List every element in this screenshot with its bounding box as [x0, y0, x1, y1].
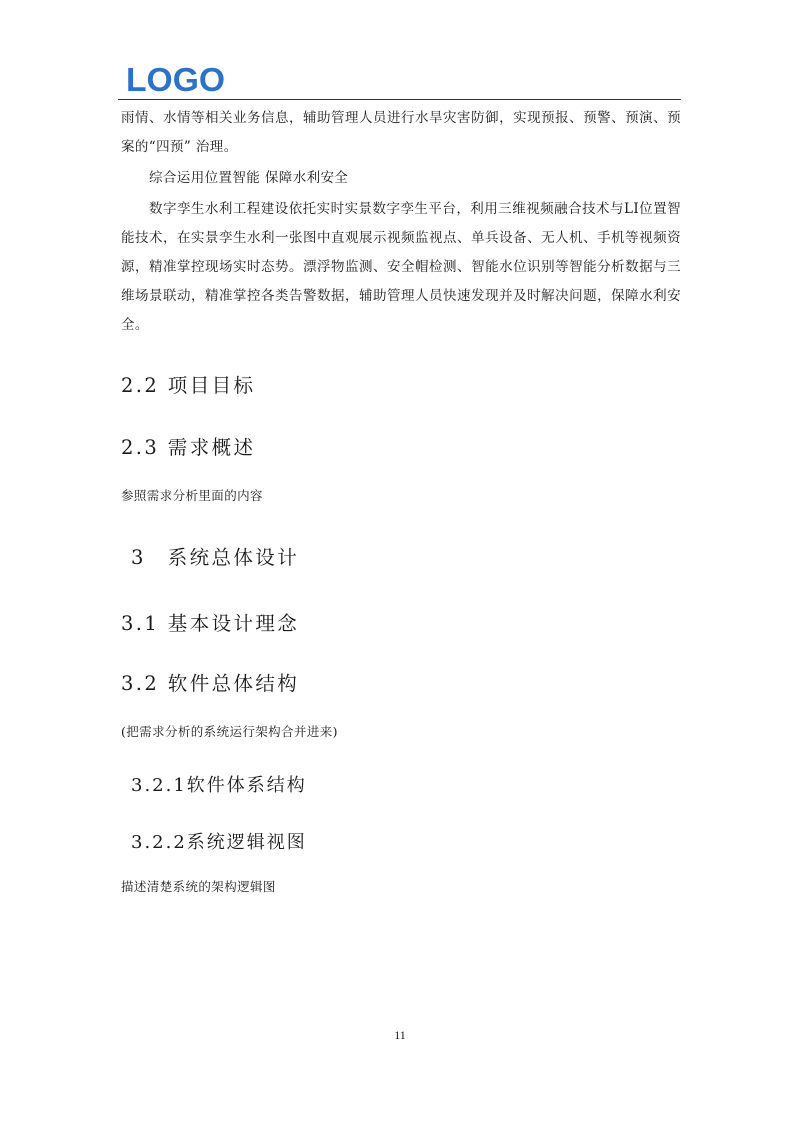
paragraph-subheading: 综合运用位置智能 保障水利安全	[149, 170, 349, 186]
note-2-3: 参照需求分析里面的内容	[121, 488, 263, 503]
logo-text: LOGO	[126, 62, 225, 94]
heading-3-2: 3.2 软件总体结构	[121, 672, 300, 695]
page-number: 11	[394, 1028, 406, 1042]
heading-2-3: 2.3 需求概述	[121, 436, 256, 459]
heading-2-2: 2.2 项目目标	[121, 374, 256, 397]
header-rule	[118, 99, 681, 100]
note-3-2-2: 描述清楚系统的架构逻辑图	[121, 879, 276, 894]
note-3-2: (把需求分析的系统运行架构合并进来)	[121, 724, 338, 739]
heading-3-2-2: 3.2.2系统逻辑视图	[131, 832, 307, 853]
logo	[126, 62, 226, 94]
paragraph-continued: 雨情、水情等相关业务信息，辅助管理人员进行水旱灾害防御，实现预报、预警、预演、预案的“四预” 治理。	[121, 110, 681, 155]
heading-3-2-1: 3.2.1软件体系结构	[131, 775, 307, 796]
heading-3: 3 系统总体设计	[131, 546, 300, 569]
heading-3-1: 3.1 基本设计理念	[121, 612, 300, 635]
document-body	[121, 104, 681, 898]
paragraph-body: 数字孪生水利工程建设依托实时实景数字孪生平台，利用三维视频融合技术与LI位置智能技术，在实景孪生水利一张图中直观展示视频监视点、单兵设备、无人机、手机等视频资源，精准掌控现场实时态势。漂浮物监测、安全帽检测、智能水位识别等智能分析数据与三维场景联动，精准掌控各类告警数据，辅助管理人员快速发现并及时解决问题，保障水利安全。	[121, 201, 681, 333]
